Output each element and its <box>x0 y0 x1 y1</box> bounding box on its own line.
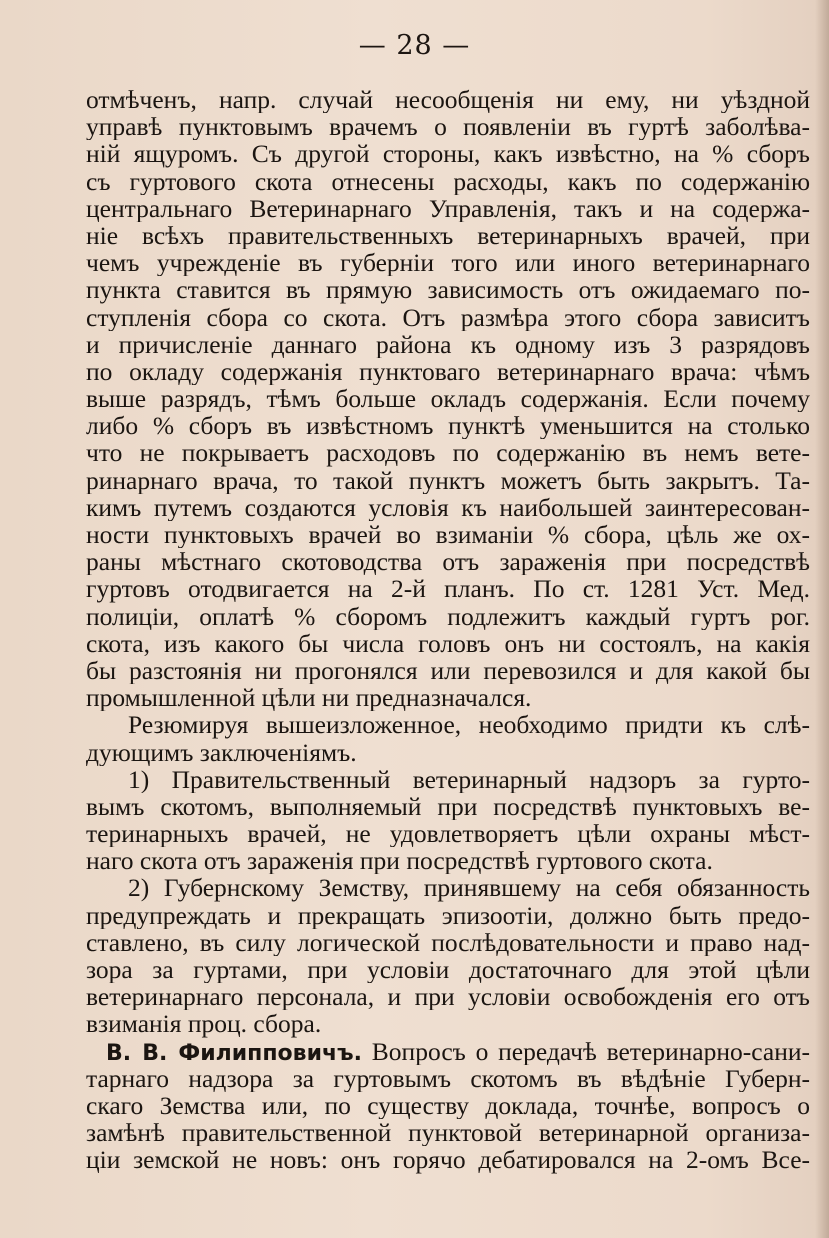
text-line: что не покрываетъ расходовъ по содержанію въ немъ вете- <box>86 439 810 467</box>
text-line: 1) Правительственный ветеринарный надзоръ за гурто- <box>128 765 810 793</box>
text-line: теринарныхъ врачей, не удовлетворяетъ цѣли охраны мѣст- <box>86 820 810 848</box>
paragraph-1 <box>86 86 810 711</box>
text-line: съ гуртового скота отнесены расходы, какъ по содержанію <box>86 167 810 195</box>
text-line: взиманія проц. сбора. <box>86 1010 322 1038</box>
paragraph-2 <box>86 711 810 765</box>
text-line: по окладу содержанія пунктоваго ветеринарнаго врача: чѣмъ <box>86 357 810 386</box>
paragraph-3 <box>86 766 810 875</box>
page-number: — 28 — <box>358 30 471 61</box>
text-line: промышленной цѣли ни предназначался. <box>86 684 532 712</box>
text-line: наго скота отъ зараженія при посредствѣ гуртового скота. <box>86 847 713 875</box>
text-line: чемъ учрежденіе въ губерніи того или иного ветеринарнаго <box>86 249 810 277</box>
text-line: бы разстоянія ни прогонялся или перевозился и для какой бы <box>86 656 810 685</box>
text-line: ности пунктовыхъ врачей во взиманіи % сбора, цѣль же ох- <box>86 521 810 549</box>
text-line: ступленія сбора со скота. Отъ размѣра этого сбора зависитъ <box>86 303 810 331</box>
paragraph-4 <box>86 874 810 1037</box>
body-text <box>86 86 810 1174</box>
text-line: гуртовъ отодвигается на 2-й планъ. По ст. 1281 Уст. Мед. <box>86 575 810 603</box>
text-line: предупреждать и прекращать эпизоотіи, должно быть предо- <box>86 901 810 929</box>
text-line: ніе всѣхъ правительственныхъ ветеринарныхъ врачей, при <box>86 221 810 250</box>
text-line: пункта ставится въ прямую зависимость отъ ожидаемаго по- <box>86 276 810 304</box>
text-line: управѣ пунктовымъ врачемъ о появленіи въ гуртѣ заболѣва- <box>86 113 810 141</box>
text-line: ринарнаго врача, то такой пунктъ можетъ быть закрытъ. Та- <box>86 466 810 494</box>
text-line: выше разрядъ, тѣмъ больше окладъ содержанія. Если почему <box>86 385 810 413</box>
text-line: тарнаго надзора за гуртовымъ скотомъ въ вѣдѣніе Губерн- <box>86 1064 810 1092</box>
text-line: ціи земской не новъ: онъ горячо дебатировался на 2-омъ Все- <box>86 1146 810 1174</box>
text-line: либо % сборъ въ извѣстномъ пунктѣ уменьшится на столько <box>86 412 810 440</box>
page-edge-shadow <box>815 0 829 1238</box>
text-line: зора за гуртами, при условіи достаточнаго для этой цѣли <box>86 956 810 984</box>
speaker-name: В. В. Филипповичъ. <box>106 1040 362 1065</box>
text-line: скаго Земства или, по существу доклада, точнѣе, вопросъ о <box>86 1091 810 1120</box>
text-line: скота, изъ какого бы числа головъ онъ ни состоялъ, на какія <box>86 629 810 657</box>
text-line: Резюмируя вышеизложенное, необходимо придти къ слѣ- <box>128 711 810 739</box>
text-line: ветеринарнаго персонала, и при условіи освобожденія его отъ <box>86 983 810 1011</box>
text-line: ставлено, въ силу логической послѣдовательности и право над- <box>86 928 810 956</box>
text-line: замѣнѣ правительственной пунктовой ветеринарной организа- <box>86 1119 810 1147</box>
text-line: кимъ путемъ создаются условія къ наибольшей заинтересован- <box>86 493 810 521</box>
text-span: Вопросъ о передачѣ ветеринарно-сани- <box>362 1037 810 1065</box>
text-line: ній ящуромъ. Съ другой стороны, какъ извѣстно, на % сборъ <box>86 140 810 168</box>
text-line: полиціи, оплатѣ % сборомъ подлежитъ каждый гуртъ рог. <box>86 602 810 630</box>
text-line <box>86 1038 810 1065</box>
text-line: и причисленіе даннаго района къ одному изъ 3 разрядовъ <box>86 330 810 358</box>
text-line: дующимъ заключеніямъ. <box>86 738 357 766</box>
paragraph-5 <box>86 1038 810 1174</box>
text-line: 2) Губернскому Земству, принявшему на себя обязанность <box>128 874 810 902</box>
text-line: отмѣченъ, напр. случай несообщенія ни ему, ни уѣздной <box>86 86 810 114</box>
text-line: раны мѣстнаго скотоводства отъ зараженія при посредствѣ <box>86 548 810 576</box>
text-line: вымъ скотомъ, выполняемый при посредствѣ пунктовыхъ ве- <box>86 792 810 821</box>
text-line: центральнаго Ветеринарнаго Управленія, такъ и на содержа- <box>86 194 810 222</box>
